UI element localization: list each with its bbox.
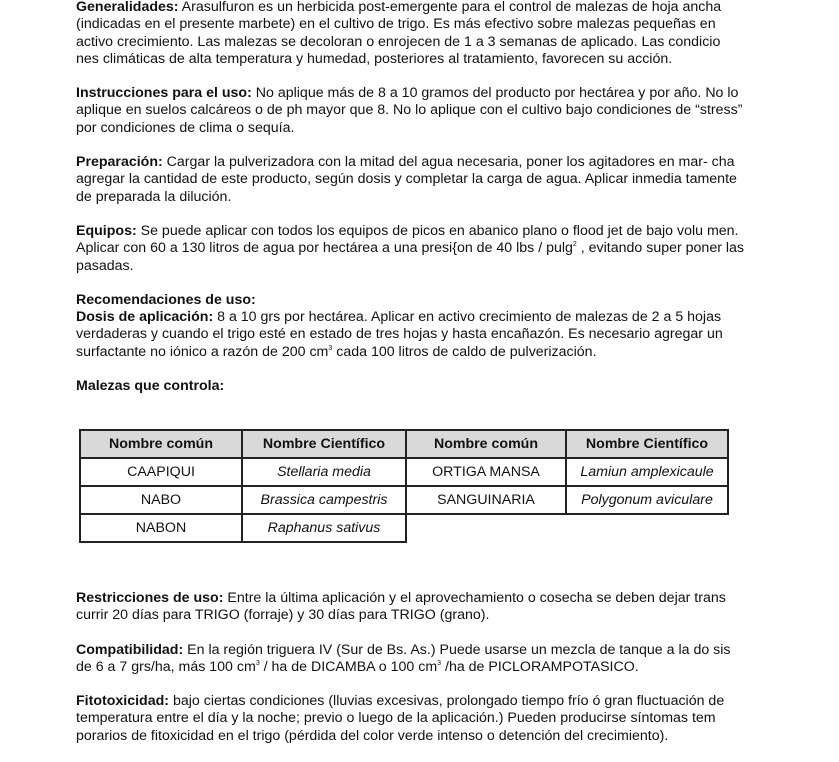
common-name-cell: CAAPIQUI xyxy=(80,458,242,486)
column-header: Nombre común xyxy=(406,430,566,458)
column-header: Nombre común xyxy=(80,430,242,458)
section-dosis xyxy=(76,309,746,361)
section-text: Cargar la pulverizadora con la mitad del agua necesaria, poner los agitadores en mar- cha agregar la cantidad de este producto, según dosis y completar la carga de agua. Aplicar inmedia tamente de preparada la dilución. xyxy=(76,154,737,205)
scientific-name-cell: Stellaria media xyxy=(242,458,406,486)
common-name-cell: NABO xyxy=(80,486,242,514)
table-row xyxy=(80,514,728,542)
section-text: bajo ciertas condiciones (lluvias excesivas, prolongado tiempo frío ó gran fluctuación de temperatura entre el día y la noche; previo o luego de la aplicación.) Pueden producirse síntomas tem porarios de fitoxicidad en el trigo (pérdida del color verde intenso o detención del crecimiento). xyxy=(76,693,725,744)
section-text: No aplique más de 8 a 10 gramos del producto por hectárea y por año. No lo aplique en suelos calcáreos o de ph mayor que 8. No lo aplique con el cultivo bajo condiciones de “stress” por condiciones de clima o sequía. xyxy=(76,85,743,136)
section-label: Instrucciones para el uso: xyxy=(76,85,252,102)
section-equipos xyxy=(76,223,746,275)
section-generalidades xyxy=(76,0,746,68)
superscript: 2 xyxy=(572,241,577,249)
scientific-name-cell: Brassica campestris xyxy=(242,486,406,514)
section-label: Equipos: xyxy=(76,222,137,239)
section-text: En la región triguera IV (Sur de Bs. As.) Puede usarse un mezcla de tanque a la do sis de 6 a 7 grs/ha, más 100 cm xyxy=(76,641,731,675)
section-text: , evitando super poner las pasadas. xyxy=(76,240,745,274)
table-row xyxy=(80,486,728,514)
section-text: cada 100 litros de caldo de pulverización. xyxy=(332,343,597,360)
common-name-cell: NABON xyxy=(80,514,242,542)
section-fitotoxicidad xyxy=(76,693,746,745)
section-label: Preparación: xyxy=(76,154,163,171)
scientific-name-cell: Raphanus sativus xyxy=(242,514,406,542)
common-name-cell: SANGUINARIA xyxy=(406,486,566,514)
table-header-row xyxy=(80,430,728,458)
section-label: Malezas que controla: xyxy=(76,378,225,395)
superscript: 3 xyxy=(255,659,260,667)
weeds-table xyxy=(79,429,729,543)
column-header: Nombre Científico xyxy=(242,430,406,458)
section-label: Restricciones de uso: xyxy=(76,590,224,606)
label-document-lower xyxy=(76,590,746,762)
common-name-cell: ORTIGA MANSA xyxy=(406,458,566,486)
section-text: / ha de DICAMBA o 100 cm xyxy=(259,658,438,675)
section-instrucciones xyxy=(76,85,746,137)
section-restricciones xyxy=(76,590,746,625)
section-label: Compatibilidad: xyxy=(76,641,184,658)
superscript: 3 xyxy=(437,659,442,667)
label-document xyxy=(76,0,746,412)
section-text: 8 a 10 grs por hectárea. Aplicar en activo crecimiento de malezas de 2 a 5 hojas verdaderas y cuando el trigo esté en estado de tres hojas y hasta encañazón. Es necesario agregar un surfactante no iónico a razón de 200 cm xyxy=(76,309,723,360)
column-header: Nombre Científico xyxy=(566,430,728,458)
section-malezas-heading xyxy=(76,378,746,395)
section-label: Generalidades: xyxy=(76,0,179,15)
section-compatibilidad xyxy=(76,642,746,677)
section-text: Entre la última aplicación y el aprovechamiento o cosecha se deben dejar trans currir 20 días para TRIGO (forraje) y 30 días para TRIGO (grano). xyxy=(76,590,726,624)
table-row xyxy=(80,458,728,486)
section-label: Dosis de aplicación: xyxy=(76,309,214,326)
empty-cell xyxy=(566,514,728,542)
section-text: Se puede aplicar con todos los equipos de picos en abanico plano o flood jet de bajo volu men. Aplicar con 60 a 130 litros de agua por hectárea a una presi{on de 40 lbs / pulg xyxy=(76,222,739,257)
scientific-name-cell: Lamiun amplexicaule xyxy=(566,458,728,486)
section-label: Recomendaciones de uso: xyxy=(76,291,256,308)
empty-cell xyxy=(406,514,566,542)
superscript: 3 xyxy=(328,344,333,352)
section-text: /ha de PICLORAMPOTASICO. xyxy=(441,658,639,675)
section-preparacion xyxy=(76,154,746,206)
section-label: Fitotoxicidad: xyxy=(76,693,170,710)
section-text: Arasulfuron es un herbicida post-emergente para el control de malezas de hoja ancha (indicadas en el presente marbete) en el cultivo de trigo. Es más efectivo sobre malezas pequeñas en activo crecimiento. Las malezas se decoloran o enrojecen de 1 a 3 semanas de aplicado. Las condicio nes climáticas de alta temperatura y humedad, posteriores al tratamiento, favorecen su acción. xyxy=(76,0,722,67)
section-recomendaciones-heading xyxy=(76,292,746,309)
scientific-name-cell: Polygonum aviculare xyxy=(566,486,728,514)
